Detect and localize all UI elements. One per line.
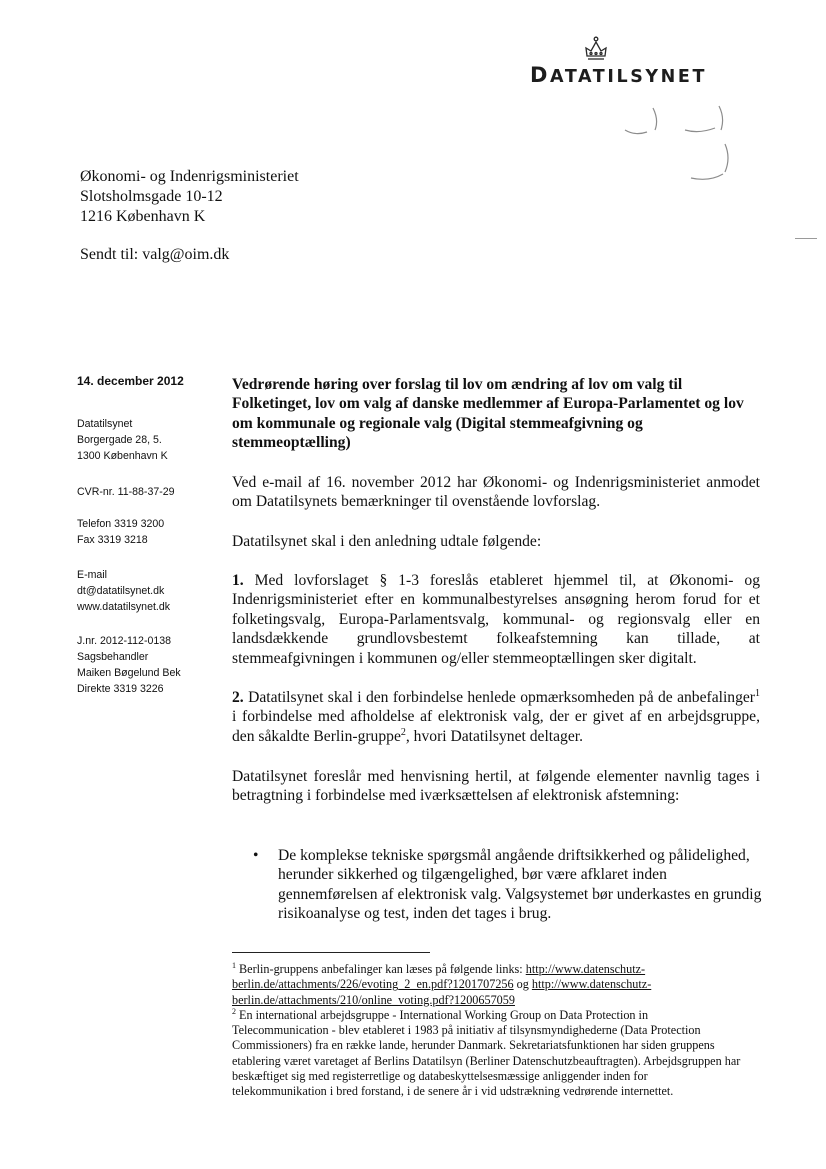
organization-logo: DATATILSYNET — [530, 63, 708, 87]
phone-number: Telefon 3319 3200 — [77, 518, 165, 530]
paragraph-1 — [232, 571, 760, 668]
footnote-1-text: Berlin-gruppens anbefalinger kan læses på følgende links: — [236, 962, 526, 976]
sender-city: 1300 København K — [77, 450, 168, 462]
bullet-list — [253, 846, 763, 924]
sender-street: Borgergade 28, 5. — [77, 434, 162, 446]
received-stamp-mark — [615, 102, 755, 184]
page-edge-mark — [795, 238, 817, 239]
intro-paragraph: Ved e-mail af 16. november 2012 har Økonomi- og Indenrigsministeriet anmodet om Datatilsynets bemærkninger til ovenstående lovforslag. — [232, 474, 760, 511]
contact-online — [77, 567, 170, 615]
footnote-ref-1[interactable]: 1 — [755, 687, 760, 699]
recipient-address — [80, 167, 299, 227]
paragraph-2-text-b: i forbindelse med afholdelse af elektronisk valg, der er givet af en arbejdsgruppe, den såkaldte Berlin-gruppe — [232, 708, 760, 745]
paragraph-1-text: Med lovforslaget § 1-3 foreslås etableret hjemmel til, at Økonomi- og Indenrigsministeriet efter en kommunalbestyrelses ansøgning herom forud for et folketingsvalg, Europa-Parlamentsvalg, kommunal- og regionsvalg eller en landsdækkende grundlovsbestemt folkeafstemning kan tillade, at stemmeafgivningen i kommunen og/eller stemmeoptællingen sker digitalt. — [232, 572, 760, 667]
footnote-link-1[interactable]: http://www.datenschutz-berlin.de/attachments/226/evoting_2_en.pdf?1201707256 — [232, 962, 646, 992]
paragraph-2-number: 2. — [232, 689, 244, 706]
bullet-marker: • — [253, 847, 259, 864]
recipient-name: Økonomi- og Indenrigsministeriet — [80, 168, 299, 185]
paragraph-2-text-a: Datatilsynet skal i den forbindelse henlede opmærksomheden på de anbefalinger — [248, 689, 755, 706]
footnote-link-2[interactable]: http://www.datenschutz-berlin.de/attachments/210/online_voting.pdf?1200657059 — [232, 977, 652, 1007]
paragraph-3: Datatilsynet foreslår med henvisning hertil, at følgende elementer navnlig tages i betragtning i forbindelse med iværksættelsen af elektronisk afstemning: — [232, 768, 760, 805]
crown-logo-icon — [582, 34, 610, 62]
letter-subject: Vedrørende høring over forslag til lov om ændring af lov om valg til Folketinget, lov om valg af danske medlemmer af Europa-Parlamentet og lov om kommunale og regionale valg (Digital stemmeafgivning og stemmeoptælling) — [232, 376, 744, 452]
footnote-divider — [232, 952, 430, 953]
email-label: E-mail — [77, 569, 108, 581]
recipient-street: Slotsholmsgade 10-12 — [80, 188, 223, 205]
statement-paragraph: Datatilsynet skal i den anledning udtale følgende: — [232, 533, 542, 550]
case-handler-name: Maiken Bøgelund Bek — [77, 667, 181, 679]
paragraph-2 — [232, 688, 760, 746]
footnote-1-number: 1 — [232, 960, 236, 970]
sender-org: Datatilsynet — [77, 418, 133, 430]
website-address[interactable]: www.datatilsynet.dk — [77, 601, 171, 613]
footnote-1 — [232, 962, 742, 1008]
footnote-ref-2[interactable]: 2 — [400, 726, 406, 738]
footnote-2-number: 2 — [232, 1006, 236, 1016]
paragraph-1-number: 1. — [232, 572, 244, 589]
recipient-city: 1216 København K — [80, 208, 206, 225]
footnotes — [232, 962, 742, 1100]
sender-address — [77, 416, 168, 464]
footnote-1-conjunction: og — [513, 977, 532, 992]
bullet-item-1: De komplekse tekniske spørgsmål angående driftsikkerhed og pålidelighed, herunder sikkerhed og tilgængelighed, bør være afklaret inden gennemførelsen af elektronisk valg. Valgsystemet bør underkastes en grundig risikoanalyse og test, inden det tages i brug. — [278, 847, 762, 923]
case-info — [77, 633, 181, 697]
footnote-2-text: En international arbejdsgruppe - International Working Group on Data Protection in Telecommunication - blev etableret i 1983 på initiativ af tilsynsmyndighederne (Data Protection Commissioners) fra en række lande, herunder Danmark. Sekretariatsfunktionen har siden gruppens etablering været varetaget af Berlins Datatilsyn (Berliner Datenschutzbeauftragten). Arbejdsgruppen har beskæftiget sig med registerretlige og databeskyttelsesmæssige anliggender inden for telekommunikation i bred forstand, i de senere år i vid udstrækning vedrørende internettet. — [232, 1007, 741, 1099]
fax-number: Fax 3319 3218 — [77, 534, 148, 546]
paragraph-2-text-c: , hvori Datatilsynet deltager. — [405, 727, 583, 745]
sent-to-line: Sendt til: valg@oim.dk — [80, 246, 230, 263]
journal-number: J.nr. 2012-112-0138 — [77, 635, 172, 647]
cvr-number: CVR-nr. 11-88-37-29 — [77, 486, 175, 498]
direct-phone: Direkte 3319 3226 — [77, 683, 164, 695]
letter-date: 14. december 2012 — [77, 374, 184, 388]
email-address[interactable]: dt@datatilsynet.dk — [77, 585, 165, 597]
case-handler-label: Sagsbehandler — [77, 651, 149, 663]
contact-phones — [77, 516, 164, 548]
footnote-2 — [232, 1008, 742, 1100]
